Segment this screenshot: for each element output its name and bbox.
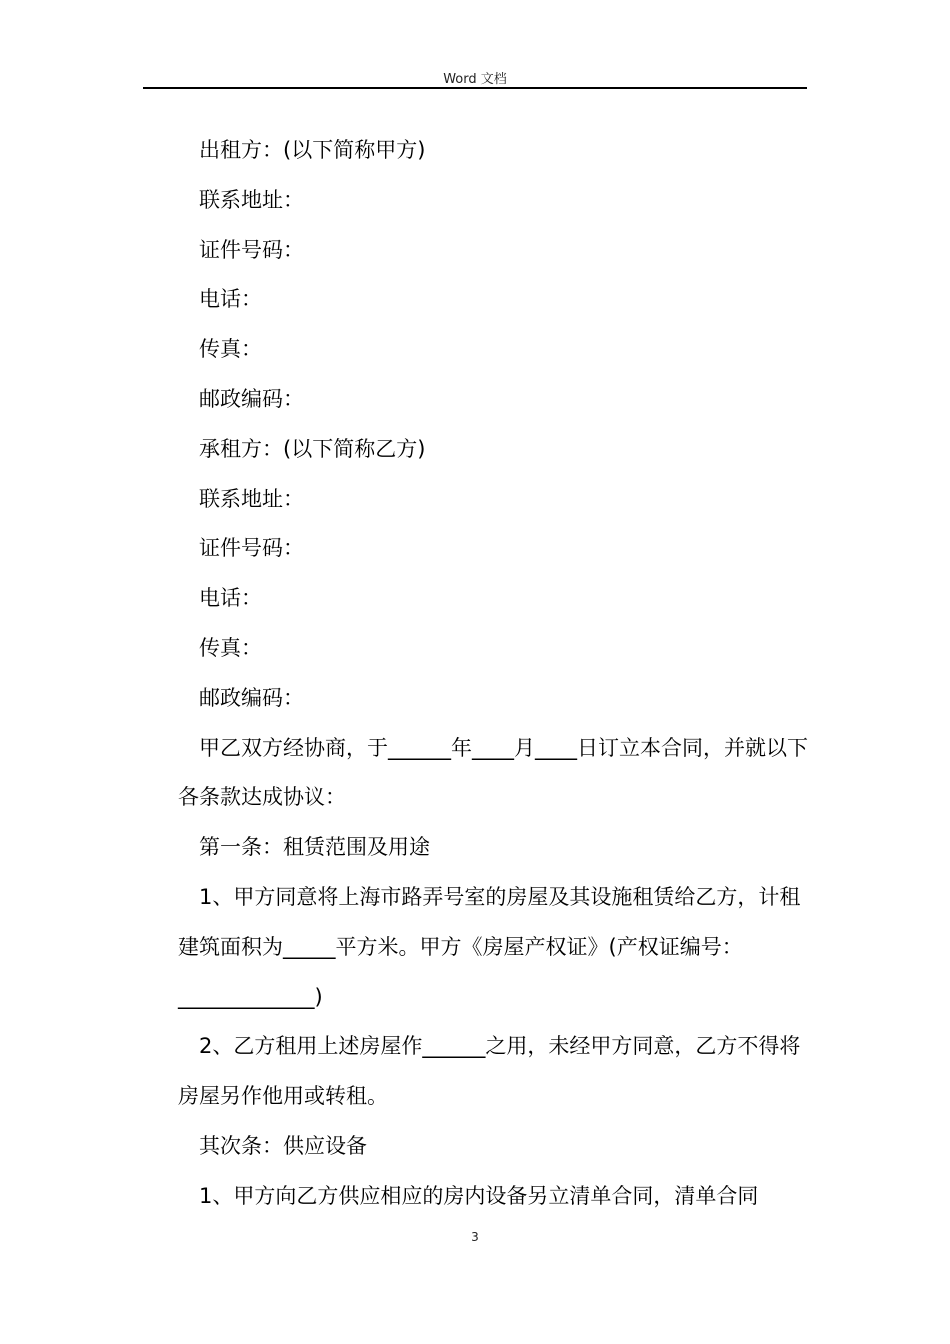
article-1-clause-1: 1、甲方同意将上海市路弄号室的房屋及其设施租赁给乙方，计租建筑面积为_____平方米。甲方《房屋产权证》(产权证编号： <box>178 884 801 959</box>
lessee-fax: 传真： <box>199 635 262 660</box>
article-2-title: 其次条：供应设备 <box>199 1133 367 1158</box>
lessor-postal-code: 邮政编码： <box>199 386 304 411</box>
article-1-clause-2: 2、乙方租用上述房屋作______之用，未经甲方同意，乙方不得将房屋另作他用或转租。 <box>178 1034 801 1109</box>
article-1-clause-1-blank: _____________) <box>178 984 323 1009</box>
lessee-id-number: 证件号码： <box>199 536 304 561</box>
lessor-id-number: 证件号码： <box>199 237 304 262</box>
lessor-address: 联系地址： <box>199 187 304 212</box>
page-number: 3 <box>471 1230 479 1244</box>
lessor-heading: 出租方：(以下简称甲方) <box>199 138 426 162</box>
document-body <box>178 126 810 1222</box>
lessee-postal-code: 邮政编码： <box>199 685 304 710</box>
lessee-heading: 承租方：(以下简称乙方) <box>199 436 426 461</box>
header-divider <box>143 87 807 89</box>
article-1-title: 第一条：租赁范围及用途 <box>199 835 430 860</box>
lessee-phone: 电话： <box>199 586 262 611</box>
lessor-phone: 电话： <box>199 287 262 312</box>
lessee-address: 联系地址： <box>199 486 304 511</box>
page-header-title: Word 文档 <box>443 72 507 87</box>
agreement-intro: 甲乙双方经协商，于______年____月____日订立本合同，并就以下各条款达成协议： <box>178 735 808 810</box>
article-2-clause-1: 1、甲方向乙方供应相应的房内设备另立清单合同，清单合同 <box>199 1183 759 1208</box>
lessor-fax: 传真： <box>199 337 262 362</box>
